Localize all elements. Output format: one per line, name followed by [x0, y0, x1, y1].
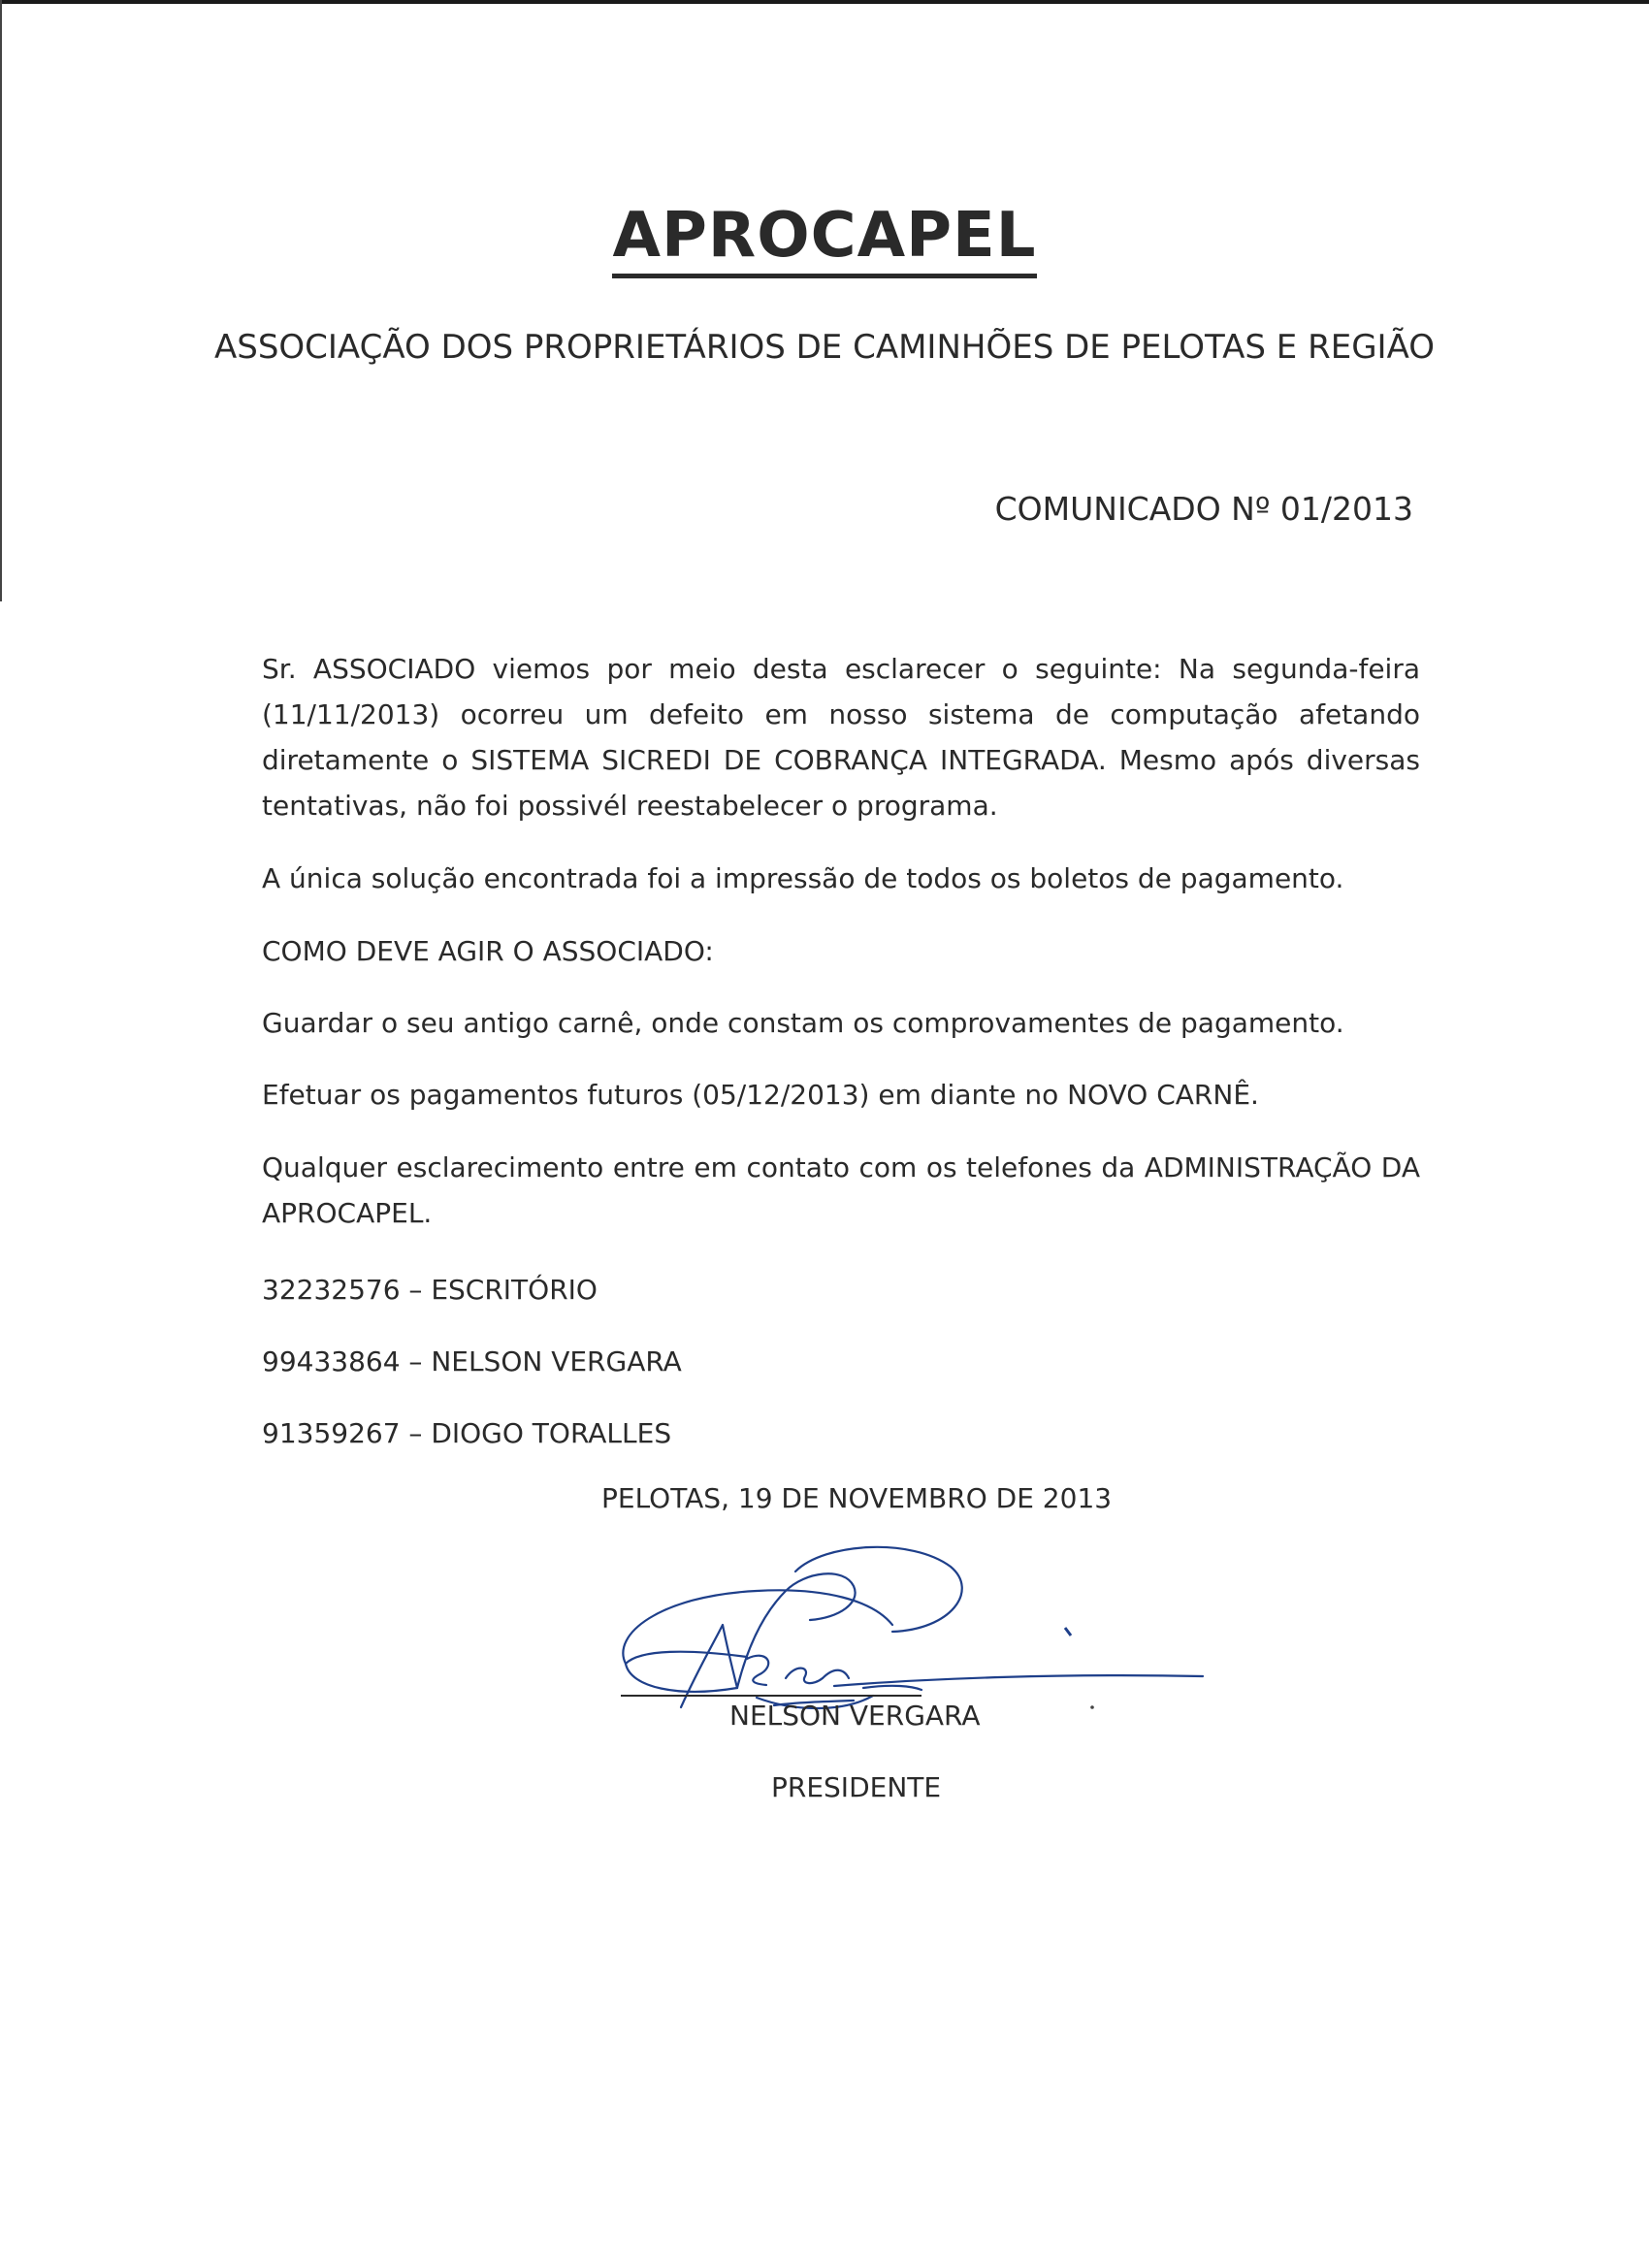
- scan-top-edge: [0, 0, 1649, 4]
- paragraph-keep-old-booklet: Guardar o seu antigo carnê, onde constam os comprovamentes de pagamento.: [262, 1007, 1344, 1039]
- paragraph-instructions-heading: COMO DEVE AGIR O ASSOCIADO:: [262, 935, 714, 967]
- contact-line-office: 32232576 – ESCRITÓRIO: [262, 1274, 598, 1306]
- organization-name: ASSOCIAÇÃO DOS PROPRIETÁRIOS DE CAMINHÕES DE PELOTAS E REGIÃO: [213, 328, 1436, 367]
- paragraph-intro: Sr. ASSOCIADO viemos por meio desta esclarecer o seguinte: Na segunda-feira (11/11/2013) ocorreu um defeito em nosso sistema de computação afetando diretamente o SISTEMA SICREDI DE COBRANÇA INTEGRADA. Mesmo após diversas tentativas, não foi possivél reestabelecer o programa.: [262, 653, 1420, 822]
- paragraph-contact-info: Qualquer esclarecimento entre em contato com os telefones da ADMINISTRAÇÃO DA APROCAPEL.: [262, 1151, 1420, 1229]
- date-line: PELOTAS, 19 DE NOVEMBRO DE 2013: [601, 1482, 1113, 1514]
- signer-name: NELSON VERGARA: [729, 1700, 981, 1732]
- signer-role: PRESIDENTE: [771, 1771, 942, 1803]
- letterhead-title: [0, 200, 1649, 272]
- paragraph-solution: A única solução encontrada foi a impressão de todos os boletos de pagamento.: [262, 862, 1344, 894]
- paragraph-future-payments: Efetuar os pagamentos futuros (05/12/2013) em diante no NOVO CARNÊ.: [262, 1079, 1259, 1111]
- notice-number: COMUNICADO Nº 01/2013: [994, 490, 1413, 528]
- scan-left-edge: [0, 0, 2, 601]
- contact-line-nelson: 99433864 – NELSON VERGARA: [262, 1345, 682, 1377]
- letterhead-title-text: APROCAPEL: [612, 200, 1036, 278]
- contact-line-diogo: 91359267 – DIOGO TORALLES: [262, 1417, 672, 1449]
